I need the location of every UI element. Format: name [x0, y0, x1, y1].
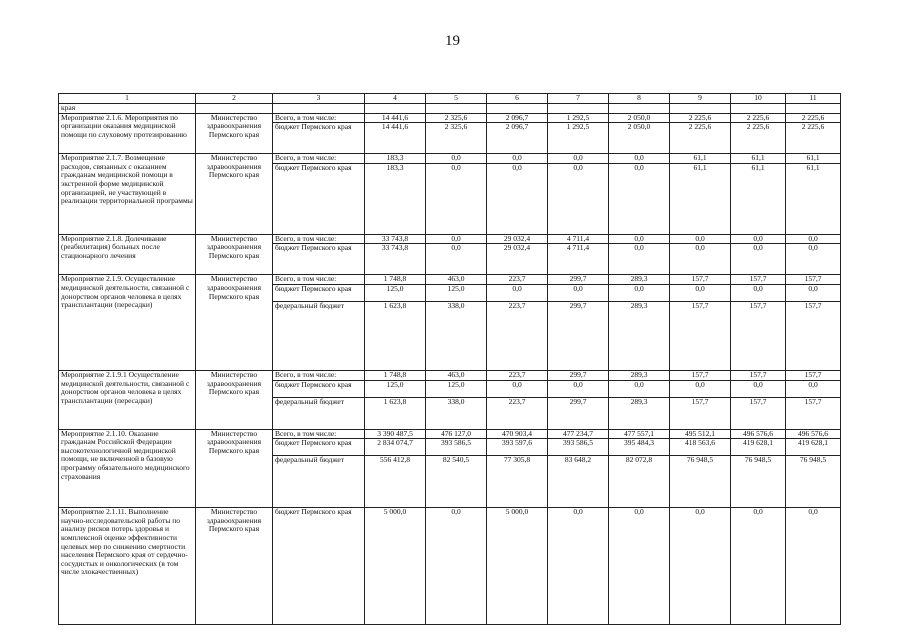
funding-source-cell: Всего, в том числе: [273, 275, 365, 285]
amount-cell: 157,7 [786, 275, 841, 285]
amount-cell: 2 225,6 [670, 113, 731, 123]
amount-cell: 157,7 [731, 301, 786, 370]
amount-cell: 29 032,4 [487, 244, 548, 275]
amount-cell: 2 325,6 [426, 113, 487, 123]
amount-cell: 0,0 [548, 284, 609, 301]
funding-source-cell: Всего, в том числе: [273, 113, 365, 123]
amount-cell: 0,0 [731, 234, 786, 244]
amount-cell: 299,7 [548, 397, 609, 429]
amount-cell: 223,7 [487, 301, 548, 370]
amount-cell: 0,0 [426, 163, 487, 234]
amount-cell: 419 628,1 [786, 439, 841, 456]
amount-cell: 61,1 [670, 154, 731, 164]
amount-cell: 2 834 074,7 [365, 439, 426, 456]
amount-cell: 1 623,8 [365, 301, 426, 370]
amount-cell: 0,0 [731, 244, 786, 275]
amount-cell: 0,0 [426, 244, 487, 275]
amount-cell: 470 903,4 [487, 429, 548, 439]
header-cell: 4 [365, 94, 426, 104]
amount-cell: 0,0 [426, 154, 487, 164]
amount-cell: 76 948,5 [731, 456, 786, 508]
amount-cell: 0,0 [548, 508, 609, 625]
amount-cell: 338,0 [426, 301, 487, 370]
amount-cell: 395 484,3 [609, 439, 670, 456]
amount-cell: 61,1 [786, 163, 841, 234]
header-cell: 10 [731, 94, 786, 104]
table-row [59, 275, 841, 285]
header-cell: 6 [487, 94, 548, 104]
amount-cell: 183,3 [365, 154, 426, 164]
amount-cell: 393 586,5 [426, 439, 487, 456]
amount-cell: 0,0 [548, 380, 609, 397]
amount-cell: 0,0 [670, 234, 731, 244]
amount-cell: 0,0 [487, 380, 548, 397]
funding-source-cell: Всего, в том числе: [273, 154, 365, 164]
funding-source-cell: бюджет Пермского края [273, 123, 365, 154]
event-name-cell: Мероприятие 2.1.6. Мероприятия по организации оказания медицинской помощи по слуховому протезированию [59, 113, 196, 154]
amount-cell: 463,0 [426, 275, 487, 285]
amount-cell: 4 711,4 [548, 234, 609, 244]
header-cell: 9 [670, 94, 731, 104]
header-cell: 2 [196, 94, 273, 104]
amount-cell: 223,7 [487, 370, 548, 380]
funding-source-cell: федеральный бюджет [273, 456, 365, 508]
amount-cell: 0,0 [548, 163, 609, 234]
amount-cell: 0,0 [731, 508, 786, 625]
amount-cell: 61,1 [786, 154, 841, 164]
amount-cell: 157,7 [731, 370, 786, 380]
amount-cell: 289,3 [609, 275, 670, 285]
amount-cell: 2 096,7 [487, 123, 548, 154]
executor-cell: Министерство здравоохранения Пермского края [196, 234, 273, 275]
amount-cell: 0,0 [426, 234, 487, 244]
funding-source-cell: бюджет Пермского края [273, 380, 365, 397]
amount-cell: 183,3 [365, 163, 426, 234]
amount-cell: 477 557,1 [609, 429, 670, 439]
amount-cell: 0,0 [426, 508, 487, 625]
amount-cell: 0,0 [786, 244, 841, 275]
amount-cell: 2 225,6 [670, 123, 731, 154]
amount-cell: 223,7 [487, 275, 548, 285]
amount-cell: 496 576,6 [786, 429, 841, 439]
amount-cell: 2 225,6 [731, 113, 786, 123]
amount-cell: 0,0 [731, 380, 786, 397]
amount-cell: 0,0 [731, 284, 786, 301]
amount-cell: 125,0 [365, 380, 426, 397]
amount-cell: 76 948,5 [786, 456, 841, 508]
amount-cell: 477 234,7 [548, 429, 609, 439]
amount-cell: 5 000,0 [487, 508, 548, 625]
amount-cell: 0,0 [786, 234, 841, 244]
table-row [59, 113, 841, 123]
table-row [59, 429, 841, 439]
amount-cell: 0,0 [609, 234, 670, 244]
header-cell: 11 [786, 94, 841, 104]
amount-cell: 495 512,1 [670, 429, 731, 439]
amount-cell: 299,7 [548, 301, 609, 370]
amount-cell: 0,0 [786, 380, 841, 397]
amount-cell: 0,0 [786, 508, 841, 625]
amount-cell: 0,0 [670, 380, 731, 397]
amount-cell: 0,0 [609, 244, 670, 275]
amount-cell: 289,3 [609, 397, 670, 429]
amount-cell: 0,0 [609, 380, 670, 397]
header-cell: 8 [609, 94, 670, 104]
funding-source-cell: Всего, в том числе: [273, 370, 365, 380]
budget-table [58, 93, 841, 625]
header-cell: 7 [548, 94, 609, 104]
amount-cell: 61,1 [670, 163, 731, 234]
amount-cell: 0,0 [487, 154, 548, 164]
amount-cell: 2 050,0 [609, 113, 670, 123]
amount-cell: 2 325,6 [426, 123, 487, 154]
amount-cell: 418 563,6 [670, 439, 731, 456]
executor-cell: Министерство здравоохранения Пермского края [196, 154, 273, 235]
amount-cell: 125,0 [426, 380, 487, 397]
executor-cell: Министерство здравоохранения Пермского края [196, 429, 273, 508]
amount-cell: 2 225,6 [786, 113, 841, 123]
funding-source-cell: федеральный бюджет [273, 301, 365, 370]
amount-cell: 0,0 [609, 154, 670, 164]
page-number: 19 [445, 33, 460, 49]
table-row [59, 370, 841, 380]
amount-cell: 299,7 [548, 370, 609, 380]
executor-cell: Министерство здравоохранения Пермского края [196, 275, 273, 371]
amount-cell: 289,3 [609, 370, 670, 380]
amount-cell: 556 412,8 [365, 456, 426, 508]
funding-source-cell: Всего, в том числе: [273, 429, 365, 439]
amount-cell: 463,0 [426, 370, 487, 380]
amount-cell: 157,7 [786, 397, 841, 429]
funding-source-cell: бюджет Пермского края [273, 508, 365, 625]
amount-cell: 0,0 [609, 284, 670, 301]
amount-cell: 476 127,0 [426, 429, 487, 439]
amount-cell: 0,0 [487, 163, 548, 234]
amount-cell: 14 441,6 [365, 123, 426, 154]
amount-cell: 82 072,8 [609, 456, 670, 508]
amount-cell: 1 748,8 [365, 275, 426, 285]
amount-cell: 2 050,0 [609, 123, 670, 154]
event-name-cell: Мероприятие 2.1.9. Осуществление медицинской деятельности, связанной с донорством органов человека в целях трансплантации (пересадки) [59, 275, 196, 371]
amount-cell: 157,7 [670, 370, 731, 380]
amount-cell: 77 305,8 [487, 456, 548, 508]
amount-cell: 1 292,5 [548, 123, 609, 154]
funding-source-cell: бюджет Пермского края [273, 439, 365, 456]
amount-cell: 223,7 [487, 397, 548, 429]
continuation-row [59, 103, 841, 113]
amount-cell: 0,0 [670, 508, 731, 625]
amount-cell: 29 032,4 [487, 234, 548, 244]
amount-cell: 1 292,5 [548, 113, 609, 123]
funding-source-cell: бюджет Пермского края [273, 163, 365, 234]
amount-cell: 157,7 [786, 370, 841, 380]
amount-cell: 0,0 [609, 163, 670, 234]
header-cell: 3 [273, 94, 365, 104]
amount-cell: 0,0 [548, 154, 609, 164]
executor-cell: Министерство здравоохранения Пермского края [196, 508, 273, 625]
funding-source-cell: федеральный бюджет [273, 397, 365, 429]
table-row [59, 154, 841, 164]
amount-cell: 0,0 [786, 284, 841, 301]
amount-cell: 496 576,6 [731, 429, 786, 439]
amount-cell: 2 096,7 [487, 113, 548, 123]
amount-cell: 5 000,0 [365, 508, 426, 625]
amount-cell: 157,7 [731, 275, 786, 285]
budget-table-container [58, 93, 840, 625]
event-name-cell: Мероприятие 2.1.8. Долечивание (реабилитация) больных после стационарного лечения [59, 234, 196, 275]
amount-cell: 3 390 487,5 [365, 429, 426, 439]
amount-cell: 33 743,8 [365, 244, 426, 275]
amount-cell: 1 748,8 [365, 370, 426, 380]
amount-cell: 125,0 [426, 284, 487, 301]
table-row [59, 508, 841, 625]
continuation-cell: края [59, 103, 196, 113]
amount-cell: 83 648,2 [548, 456, 609, 508]
event-name-cell: Мероприятие 2.1.10. Оказание гражданам Российской Федерации высокотехнологичной медицинской помощи, не включенной в базовую программу обязательного медицинского страхования [59, 429, 196, 508]
event-name-cell: Мероприятие 2.1.11. Выполнение научно-исследовательской работы по анализу рисков потерь здоровья и комплексной оценке эффективности целевых мер по снижению смертности населения Пермского края от сердечно-сосудистых и онкологических (в том числе злокачественных) [59, 508, 196, 625]
funding-source-cell: бюджет Пермского края [273, 244, 365, 275]
amount-cell: 0,0 [609, 508, 670, 625]
amount-cell: 157,7 [670, 301, 731, 370]
amount-cell: 0,0 [670, 284, 731, 301]
amount-cell: 76 948,5 [670, 456, 731, 508]
amount-cell: 2 225,6 [786, 123, 841, 154]
table-row [59, 234, 841, 244]
amount-cell: 33 743,8 [365, 234, 426, 244]
amount-cell: 299,7 [548, 275, 609, 285]
header-cell: 5 [426, 94, 487, 104]
executor-cell: Министерство здравоохранения Пермского края [196, 113, 273, 154]
amount-cell: 2 225,6 [731, 123, 786, 154]
amount-cell: 289,3 [609, 301, 670, 370]
event-name-cell: Мероприятие 2.1.7. Возмещение расходов, связанных с оказанием гражданам медицинской помощи в экстренной форме медицинской организацией, не участвующей в реализации территориальной программы [59, 154, 196, 235]
amount-cell: 14 441,6 [365, 113, 426, 123]
header-cell: 1 [59, 94, 196, 104]
amount-cell: 1 623,8 [365, 397, 426, 429]
amount-cell: 157,7 [786, 301, 841, 370]
amount-cell: 157,7 [670, 397, 731, 429]
amount-cell: 125,0 [365, 284, 426, 301]
amount-cell: 61,1 [731, 154, 786, 164]
amount-cell: 61,1 [731, 163, 786, 234]
amount-cell: 157,7 [731, 397, 786, 429]
amount-cell: 338,0 [426, 397, 487, 429]
amount-cell: 0,0 [670, 244, 731, 275]
amount-cell: 82 540,5 [426, 456, 487, 508]
amount-cell: 419 628,1 [731, 439, 786, 456]
funding-source-cell: бюджет Пермского края [273, 284, 365, 301]
amount-cell: 393 586,5 [548, 439, 609, 456]
event-name-cell: Мероприятие 2.1.9.1 Осуществление медицинской деятельности, связанной с донорством органов человека в целях трансплантации (пересадки) [59, 370, 196, 429]
amount-cell: 4 711,4 [548, 244, 609, 275]
amount-cell: 393 597,6 [487, 439, 548, 456]
table-header-row [59, 94, 841, 104]
funding-source-cell: Всего, в том числе: [273, 234, 365, 244]
amount-cell: 157,7 [670, 275, 731, 285]
amount-cell: 0,0 [487, 284, 548, 301]
executor-cell: Министерство здравоохранения Пермского края [196, 370, 273, 429]
